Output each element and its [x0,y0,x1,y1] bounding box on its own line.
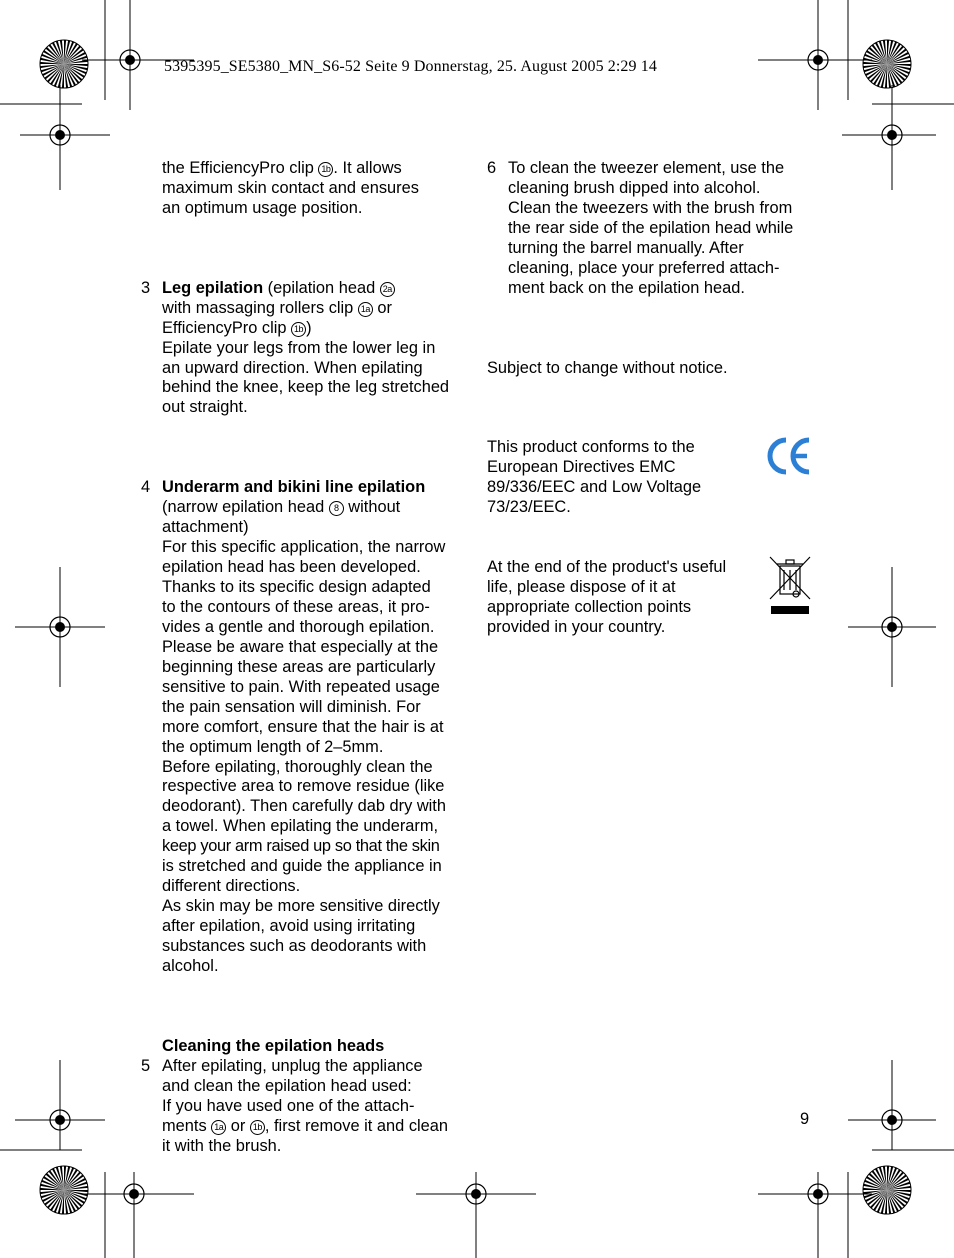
item-number: 5 [141,1056,151,1075]
conformity-text: This product conforms to the European Directives EMC 89/336/EEC and Low Voltage 73/23/EEC. [487,438,702,517]
ref-1a-icon: 1a [211,1120,226,1135]
ref-1a-icon: 1a [358,302,373,317]
item-leg-epilation: 3 Leg epilation (epilation head 2a with massaging rollers clip 1a or EfficiencyPro clip 1b ) Epilate your legs from the lower leg in an upward direction. When epilating behind the knee, keep the leg stretched out straight. [141,278,450,417]
item-number: 4 [141,478,151,497]
item-clean-tweezers: 6 To clean the tweezer element, use the cleaning brush dipped into alcohol. Clean the tweezers with the brush from the rear side of the epilation head while turning the barrel manually. After cleaning, place your preferred attach- ment back on the epilation head. [487,159,794,297]
item-underarm-bikini: 4 Underarm and bikini line epilation (narrow epilation head 8 without attachment) For this specific application, the narrow epilation head has been developed. Thanks to its specific design adapted to the contours of these areas, it pro- vides a gentle and thorough epilation. Please be aware that especially at the beginning these areas are particularly sensitive to pain. With repeated usage the pain sensation will diminish. For more comfort, ensure that the hair is at the optimum length of 2–5mm. Before epilating, thoroughly clean the respective area to remove residue (like deodorant). Then carefully dab dry with a towel. When epilating the underarm, keep your arm raised up so that the skin is stretched and guide the appliance in different directions. As skin may be more sensitive directly after epilation, avoid using irritating substances such as deodorants with alcohol. [141,478,446,976]
item-number: 3 [141,278,151,297]
item-title: Underarm and bikini line epilation [162,478,426,497]
ce-mark-icon [765,434,813,478]
item-title: Leg epilation [162,278,264,297]
conformity-block [487,438,817,518]
disposal-block [487,558,817,638]
ref-1b-icon: 1b [291,322,306,337]
page-number: 9 [800,1110,810,1128]
intro-paragraph: the EfficiencyPro clip 1b . It allows maximum skin contact and ensures an optimum usage position. [162,159,419,217]
ref-8-icon: 8 [329,501,344,516]
disposal-text: At the end of the product's useful life, please dispose of it at appropriate collection points provided in your country. [487,557,727,636]
ref-2a-icon: 2a [380,282,395,297]
change-notice: Subject to change without notice. [487,358,728,377]
item-number: 6 [487,159,497,177]
right-column [487,159,817,638]
crossed-bin-icon [767,554,813,616]
section-heading: Cleaning the epilation heads [162,1036,385,1055]
ref-1b-icon: 1b [250,1120,265,1135]
ref-1b-icon: 1b [318,162,333,177]
left-column [141,159,467,1157]
cleaning-section: Cleaning the epilation heads 5 After epilating, unplug the appliance and clean the epilation head used: If you have used one of the attach- ments 1a or 1b , first remove it and clean it with the brush. [141,1036,448,1155]
print-slug: 5395395_SE5380_MN_S6-52 Seite 9 Donnerstag, 25. August 2005 2:29 14 [164,58,657,75]
